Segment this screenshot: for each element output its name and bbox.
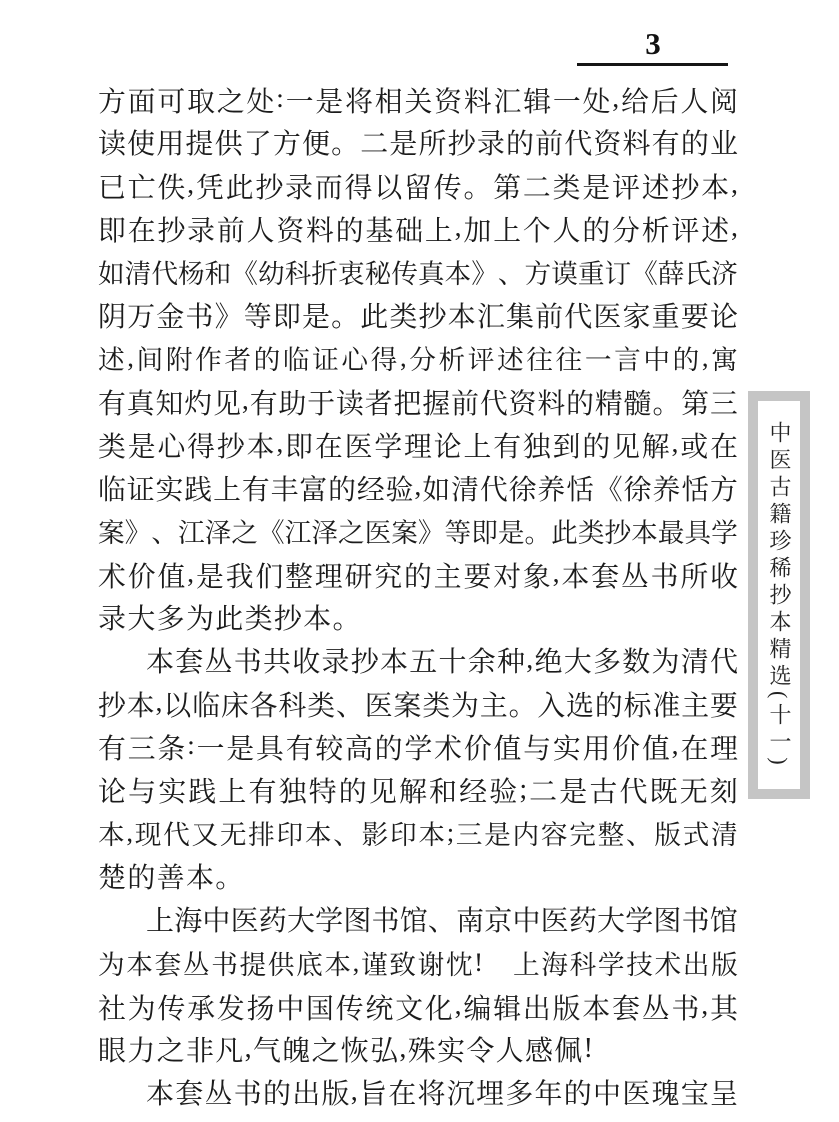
text-line: 上 海 中 医 药 大 学 图 书 馆 、 南 京 中 医 药 大 学 图 书 馆	[146, 906, 738, 938]
text-line: 录 大 多 为 此 类 抄 本 。	[98, 603, 361, 635]
text-line: 案 》 、 江 泽 之 《 江 泽 之 医 案 》 等 即 是 。 此 类 抄 本 最 具 学	[98, 517, 738, 548]
page-number: 3	[645, 26, 661, 61]
series-title-sidebar	[748, 391, 810, 799]
text-line: 类 是 心 得 抄 本 , 即 在 医 学 理 论 上 有 独 到 的 见 解 , 或 在	[98, 428, 738, 464]
text-line: 抄 本 , 以 临 床 各 科 类 、 医 案 类 为 主 。 入 选 的 标 准 主 要	[98, 687, 738, 723]
header-rule	[577, 63, 728, 66]
text-line: 有 三 条 : 一 是 具 有 较 高 的 学 术 价 值 与 实 用 价 值 , 在 理	[98, 730, 738, 766]
text-line: 本 , 现 代 又 无 排 印 本 、 影 印 本 ; 三 是 内 容 完 整 、 版 式 清	[98, 817, 738, 851]
text-line: 阴 万 金 书 》 等 即 是 。 此 类 抄 本 汇 集 前 代 医 家 重 要 论	[98, 301, 738, 333]
text-line: 本 套 丛 书 的 出 版 , 旨 在 将 沉 埋 多 年 的 中 医 瑰 宝 呈	[146, 1075, 738, 1110]
text-line: 述 , 间 附 作 者 的 临 证 心 得 , 分 析 评 述 往 往 一 言 中 的 , 寓	[98, 342, 738, 376]
text-line: 为 本 套 丛 书 提 供 底 本 , 谨 致 谢 忱 ! 上 海 科 学 技 术 出 版	[98, 946, 738, 980]
body-text	[98, 77, 738, 1114]
text-line: 方 面 可 取 之 处 : 一 是 将 相 关 资 料 汇 辑 一 处 , 给 后 人 阅	[98, 82, 738, 118]
text-line: 读 使 用 提 供 了 方 便 。 二 是 所 抄 录 的 前 代 资 料 有 的 业	[98, 128, 738, 160]
text-line: 社 为 传 承 发 扬 中 国 传 统 文 化 , 编 辑 出 版 本 套 丛 书 , 其	[98, 989, 738, 1025]
series-title-vertical-label: 中医古籍珍稀抄本精选(十一)	[767, 420, 792, 770]
text-line: 楚 的 善 本 。	[98, 862, 244, 894]
text-line: 有 真 知 灼 见 , 有 助 于 读 者 把 握 前 代 资 料 的 精 髓 。 第 三	[98, 384, 738, 420]
text-line: 本 套 丛 书 共 收 录 抄 本 五 十 余 种 , 绝 大 多 数 为 清 代	[146, 644, 738, 679]
text-line: 已 亡 佚 , 凭 此 抄 录 而 得 以 留 传 。 第 二 类 是 评 述 抄 本 ,	[98, 168, 738, 204]
text-line: 即 在 抄 录 前 人 资 料 的 基 础 上 , 加 上 个 人 的 分 析 评 述 ,	[98, 212, 738, 248]
text-line: 临 证 实 践 上 有 丰 富 的 经 验 , 如 清 代 徐 养 恬 《 徐 养 恬 方	[98, 471, 738, 507]
text-line: 术 价 值 , 是 我 们 整 理 研 究 的 主 要 对 象 , 本 套 丛 书 所 收	[98, 557, 738, 593]
text-line: 论 与 实 践 上 有 独 特 的 见 解 和 经 验 ; 二 是 古 代 既 无 刻	[98, 773, 738, 808]
series-title-frame	[758, 401, 800, 789]
text-line: 眼 力 之 非 凡 , 气 魄 之 恢 弘 , 殊 实 令 人 感 佩 !	[98, 1032, 593, 1067]
text-line: 如 清 代 杨 和 《 幼 科 折 衷 秘 传 真 本 》 、 方 谟 重 订 《 薛 氏 济	[98, 258, 738, 289]
